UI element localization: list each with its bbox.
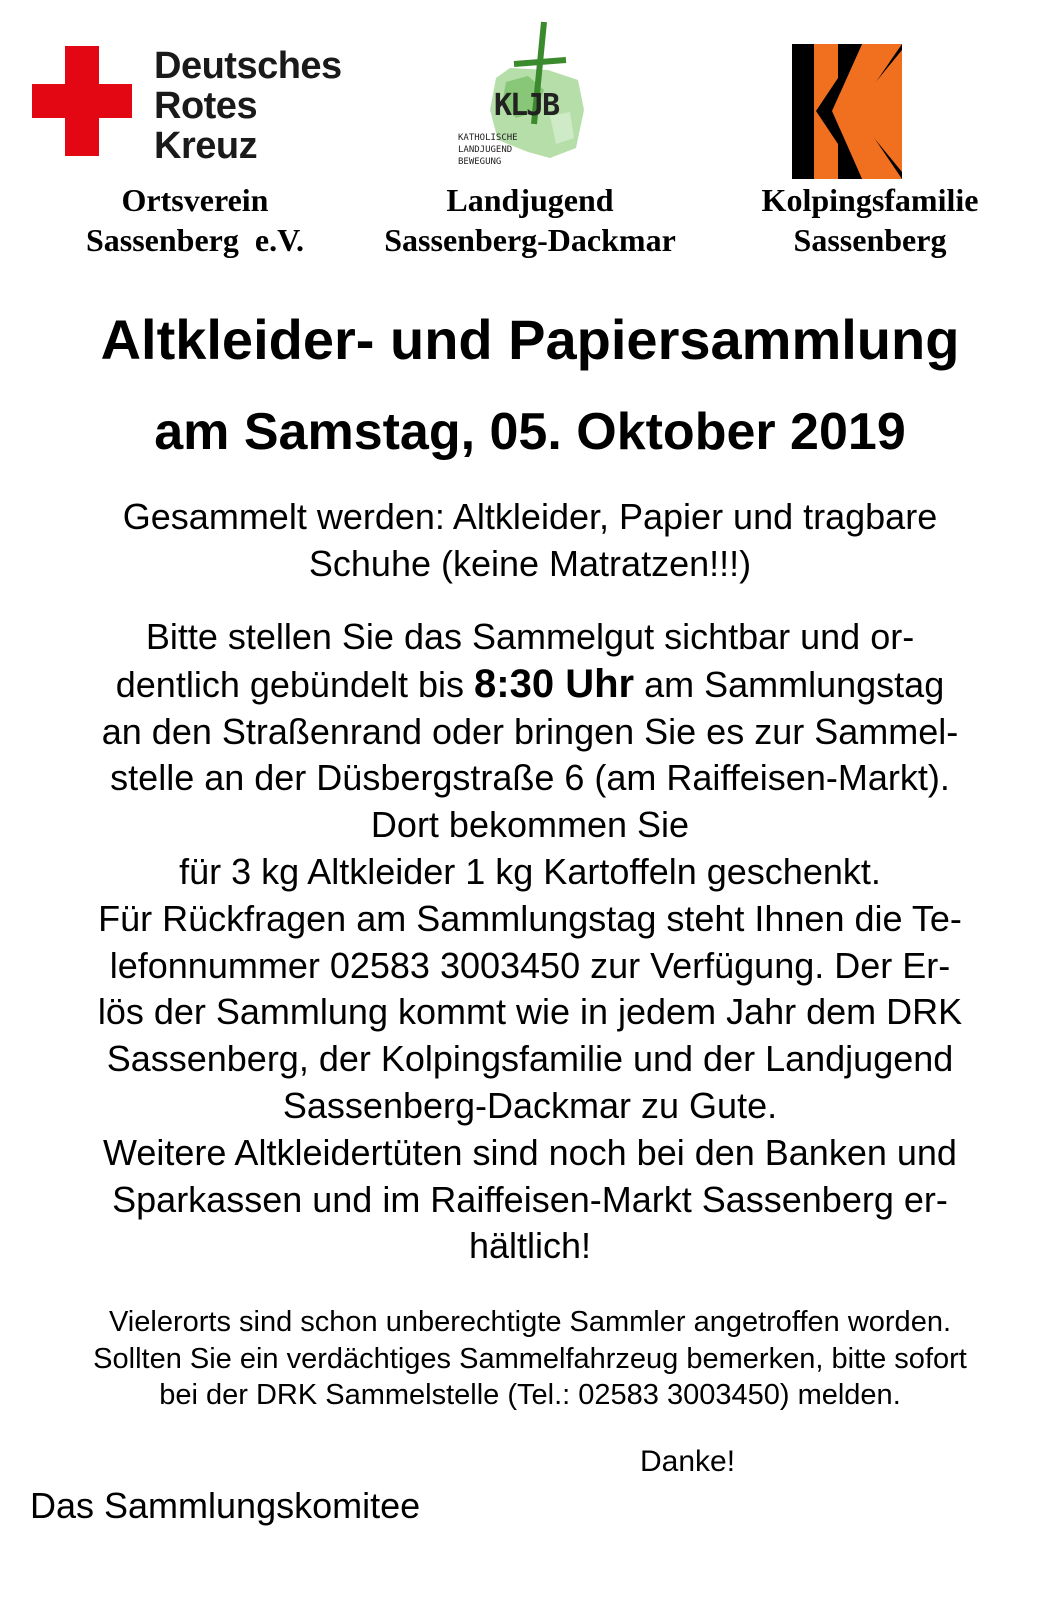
kljb-subtext-3: BEWEGUNG — [458, 157, 502, 167]
kolping-logo — [792, 44, 902, 179]
collection-time: 8:30 Uhr — [474, 661, 635, 706]
body-line-13: Sparkassen und im Raiffeisen-Markt Sassenberg er- — [112, 1178, 948, 1220]
body-line-1: Bitte stellen Sie das Sammelgut sichtbar und or- — [145, 616, 915, 657]
collected-items — [20, 494, 1040, 588]
items-line-2: Schuhe (keine Matratzen!!!) — [308, 542, 752, 584]
kljb-subtext-1: KATHOLISCHE — [458, 133, 518, 143]
body-line-6: für 3 kg Altkleider 1 kg Kartoffeln geschenkt. — [179, 850, 881, 892]
org-kolping-line1: Kolpingsfamilie — [761, 182, 979, 218]
body-line-12: Weitere Altkleidertüten sind noch bei den Banken und — [103, 1131, 957, 1173]
org-drk-line2: Sassenberg e.V. — [85, 222, 305, 258]
drk-logo — [32, 46, 362, 171]
drk-logo-word-2: Rotes — [154, 85, 258, 127]
body-line-8: lefonnummer 02583 3003450 zur Verfügung. Der Er- — [109, 944, 951, 986]
body-line-11: Sassenberg-Dackmar zu Gute. — [282, 1084, 778, 1126]
body-line-7: Für Rückfragen am Sammlungstag steht Ihnen die Te- — [98, 897, 962, 939]
collection-date: am Samstag, 05. Oktober 2019 — [154, 403, 906, 461]
org-drk-line1: Ortsverein — [121, 182, 269, 218]
body-line-3: an den Straßenrand oder bringen Sie es zur Sammel- — [101, 710, 959, 752]
org-drk-name — [40, 180, 350, 260]
warning-line-2: Sollten Sie ein verdächtiges Sammelfahrzeug bemerken, bitte sofort — [93, 1342, 967, 1375]
warning-line-3: bei der DRK Sammelstelle (Tel.: 02583 3003450) melden. — [159, 1379, 901, 1411]
kljb-subtext-2: LANDJUGEND — [458, 145, 513, 155]
kljb-logo — [458, 20, 593, 180]
instructions-body — [20, 614, 1040, 1270]
body-line-9: lös der Sammlung kommt wie in jedem Jahr dem DRK — [97, 991, 963, 1033]
org-kolping-name — [720, 180, 1020, 260]
red-cross-icon — [32, 46, 132, 156]
org-kljb-name — [360, 180, 700, 260]
body-line-14: hältlich! — [468, 1225, 592, 1267]
body-line-4: stelle an der Düsbergstraße 6 (am Raiffeisen-Markt). — [110, 757, 950, 799]
page-title: Altkleider- und Papiersammlung — [100, 308, 960, 371]
org-kljb-line1: Landjugend — [446, 182, 614, 218]
items-line-1: Gesammelt werden: Altkleider, Papier und tragbare — [122, 496, 938, 537]
org-kolping-line2: Sassenberg — [793, 222, 947, 258]
drk-logo-word-3: Kreuz — [154, 125, 258, 167]
org-kljb-line2: Sassenberg-Dackmar — [384, 222, 676, 258]
header-logos — [0, 0, 1060, 280]
warning-notice — [20, 1304, 1040, 1414]
drk-logo-word-1: Deutsches — [154, 45, 342, 87]
warning-line-1: Vielerorts sind schon unberechtigte Sammler angetroffen worden. — [108, 1306, 952, 1338]
thanks-text: Danke! — [640, 1445, 736, 1478]
body-line-10: Sassenberg, der Kolpingsfamilie und der Landjugend — [106, 1038, 954, 1080]
kljb-logo-text: KLJB — [494, 88, 559, 123]
body-line-2 — [20, 661, 1040, 709]
kolping-k-icon — [792, 44, 902, 179]
kljb-logo-subtext — [458, 132, 518, 168]
body-line-5: Dort bekommen Sie — [370, 804, 690, 846]
signature: Das Sammlungskomitee — [30, 1485, 421, 1526]
body-line-2-after: am Sammlungstag — [634, 663, 945, 705]
body-line-2-before: dentlich gebündelt bis — [115, 663, 475, 705]
